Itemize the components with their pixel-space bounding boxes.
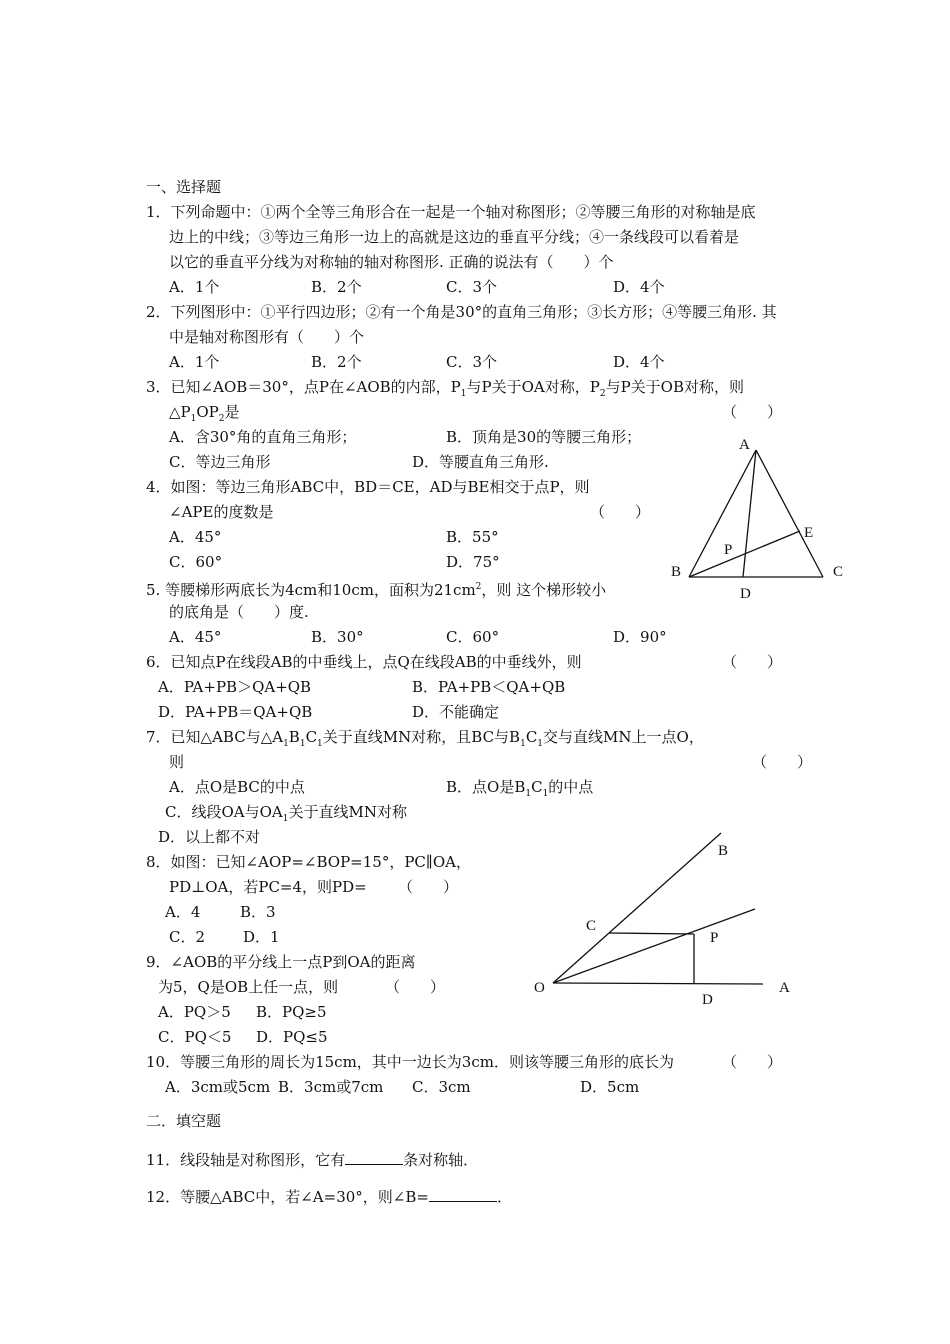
- q9-option-d: D．PQ≤5: [256, 1028, 328, 1046]
- q5-option-a: A．45°: [169, 628, 222, 646]
- q10-option-b: B．3cm或7cm: [278, 1078, 384, 1096]
- q2-line-1: 2．下列图形中：①平行四边形；②有一个角是30°的直角三角形；③长方形；④等腰三角形. 其: [146, 303, 777, 321]
- q5-line-1: 5. 等腰梯形两底长为4cm和10cm，面积为$21cm^2$，则 这个梯形较小: [146, 581, 607, 599]
- q2-option-d: D．4个: [613, 353, 665, 371]
- q10-line-1: 10．等腰三角形的周长为15cm，其中一边长为3cm．则该等腰三角形的底长为: [146, 1053, 674, 1071]
- q8-line-2: PD⊥OA，若PC=4，则PD=: [169, 878, 367, 896]
- q7-answer-paren: （ ）: [752, 753, 813, 771]
- q10-option-a: A．3cm或5cm: [165, 1078, 271, 1096]
- q4-line-1: 4．如图：等边三角形ABC中，BD＝CE，AD与BE相交于点P，则: [146, 478, 590, 496]
- label-a: A: [739, 437, 750, 453]
- q6-answer-paren: （ ）: [722, 653, 783, 671]
- q1-line-2: 边上的中线；③等边三角形一边上的高就是这边的垂直平分线；④一条线段可以看着是: [169, 228, 740, 246]
- q1-line-1: 1．下列命题中：①两个全等三角形合在一起是一个轴对称图形；②等腰三角形的对称轴是底: [146, 203, 756, 221]
- segment-pc: [609, 933, 694, 934]
- q4-option-a: A．45°: [169, 528, 222, 546]
- q8-option-d: D．1: [243, 928, 280, 946]
- section-heading-choice: 一、选择题: [146, 178, 222, 196]
- q10-option-c: C．3cm: [412, 1078, 471, 1096]
- label-c: C: [833, 564, 844, 580]
- q9-line-1: 9．∠AOB的平分线上一点P到OA的距离: [146, 953, 416, 971]
- q1-option-d: D．4个: [613, 278, 665, 296]
- q6-option-d1: D．PA+PB＝QA+QB: [158, 703, 313, 721]
- side-ac: [756, 450, 823, 577]
- q7-option-a: A．点O是BC的中点: [169, 778, 305, 796]
- q1-option-a: A．1个: [169, 278, 220, 296]
- q8-option-b: B．3: [240, 903, 276, 921]
- q5-option-d: D．90°: [613, 628, 667, 646]
- q1-option-c: C．3个: [446, 278, 498, 296]
- q9-option-a: A．PQ＞5: [158, 1003, 231, 1021]
- q7-line-1: 7．已知△ABC与$\triangle A_1B_1C_1$关于直线MN对称，且BC与$B_1C_1$交与直线MN上一点O，: [146, 728, 704, 749]
- q2-line-2: 中是轴对称图形有（ ）个: [169, 328, 365, 346]
- q8-option-a: A．4: [165, 903, 201, 921]
- label-e: E: [804, 525, 814, 541]
- q4-option-d: D．75°: [446, 553, 500, 571]
- q12-line: 12．等腰△ABC中，若∠A=30°，则∠B= ．: [146, 1188, 512, 1206]
- label-b: B: [671, 564, 682, 580]
- q1-option-b: B．2个: [311, 278, 362, 296]
- label-c: C: [586, 918, 597, 934]
- label-p: P: [724, 542, 733, 558]
- q2-option-c: C．3个: [446, 353, 498, 371]
- section-heading-fill: 二．填空题: [146, 1112, 222, 1130]
- q8-answer-paren: （ ）: [398, 878, 459, 896]
- q6-option-d2: D．不能确定: [412, 703, 500, 721]
- q7-option-d: D．以上都不对: [158, 828, 261, 846]
- q8-line-1: 8．如图：已知∠AOP=∠BOP=15°，PC∥OA，: [146, 853, 471, 871]
- label-b: B: [718, 843, 729, 859]
- q5-option-c: C．60°: [446, 628, 500, 646]
- q9-option-c: C．PQ＜5: [158, 1028, 232, 1046]
- q12-answer-blank[interactable]: [429, 1188, 497, 1202]
- q10-answer-paren: （ ）: [722, 1053, 783, 1071]
- q9-option-b: B．PQ≥5: [256, 1003, 327, 1021]
- ray-op: [553, 909, 755, 983]
- label-o: O: [534, 980, 545, 996]
- label-d: D: [702, 992, 713, 1008]
- q3-option-c: C．等边三角形: [169, 453, 271, 471]
- ray-ob: [553, 833, 721, 983]
- q6-option-a: A．PA+PB＞QA+QB: [158, 678, 312, 696]
- q10-option-d: D．5cm: [580, 1078, 640, 1096]
- q11-answer-blank[interactable]: [345, 1151, 403, 1165]
- q4-answer-paren: （ ）: [590, 503, 651, 521]
- q3-option-d: D．等腰直角三角形.: [412, 453, 549, 471]
- q11-line: 11．线段轴是对称图形，它有 条对称轴．: [146, 1151, 479, 1169]
- q3-line-1: 3．已知∠AOB＝30°，点P在∠AOB的内部，$P_1$与P关于OA对称，$P_2$与P关于OB对称，则: [146, 378, 744, 399]
- q7-option-b: B．点O是$B_1C_1$的中点: [446, 778, 594, 799]
- q4-option-b: B．55°: [446, 528, 499, 546]
- ray-oa: [553, 983, 763, 984]
- q3-option-b: B．顶角是30的等腰三角形；: [446, 428, 642, 446]
- q9-answer-paren: （ ）: [385, 978, 446, 996]
- q2-option-a: A．1个: [169, 353, 220, 371]
- q5-option-b: B．30°: [311, 628, 364, 646]
- triangle-abc-figure: [660, 430, 860, 610]
- q3-option-a: A．含30°角的直角三角形；: [169, 428, 357, 446]
- q6-option-b: B．PA+PB＜QA+QB: [412, 678, 566, 696]
- q2-option-b: B．2个: [311, 353, 362, 371]
- label-p: P: [710, 930, 719, 946]
- q6-line-1: 6．已知点P在线段AB的中垂线上，点Q在线段AB的中垂线外，则: [146, 653, 582, 671]
- q4-option-c: C．60°: [169, 553, 223, 571]
- q5-line-2: 的底角是（ ）度.: [169, 603, 309, 621]
- label-d: D: [740, 586, 751, 602]
- q1-line-3: 以它的垂直平分线为对称轴的轴对称图形. 正确的说法有（ ）个: [169, 253, 614, 271]
- q8-option-c: C．2: [169, 928, 206, 946]
- segment-ad: [743, 450, 756, 577]
- q7-option-c: C．线段OA与$OA_1$关于直线MN对称: [165, 803, 407, 824]
- q7-line-2: 则: [169, 753, 185, 771]
- q3-answer-paren: （ ）: [722, 403, 783, 421]
- label-a: A: [779, 980, 790, 996]
- q9-line-2: 为5，Q是OB上任一点，则: [158, 978, 339, 996]
- side-ab: [689, 450, 756, 577]
- segment-be: [689, 531, 800, 577]
- angle-aob-figure: [520, 820, 820, 1020]
- q3-line-2: $\triangle P_1OP_2$是: [169, 403, 240, 424]
- q4-line-2: ∠APE的度数是: [169, 503, 274, 521]
